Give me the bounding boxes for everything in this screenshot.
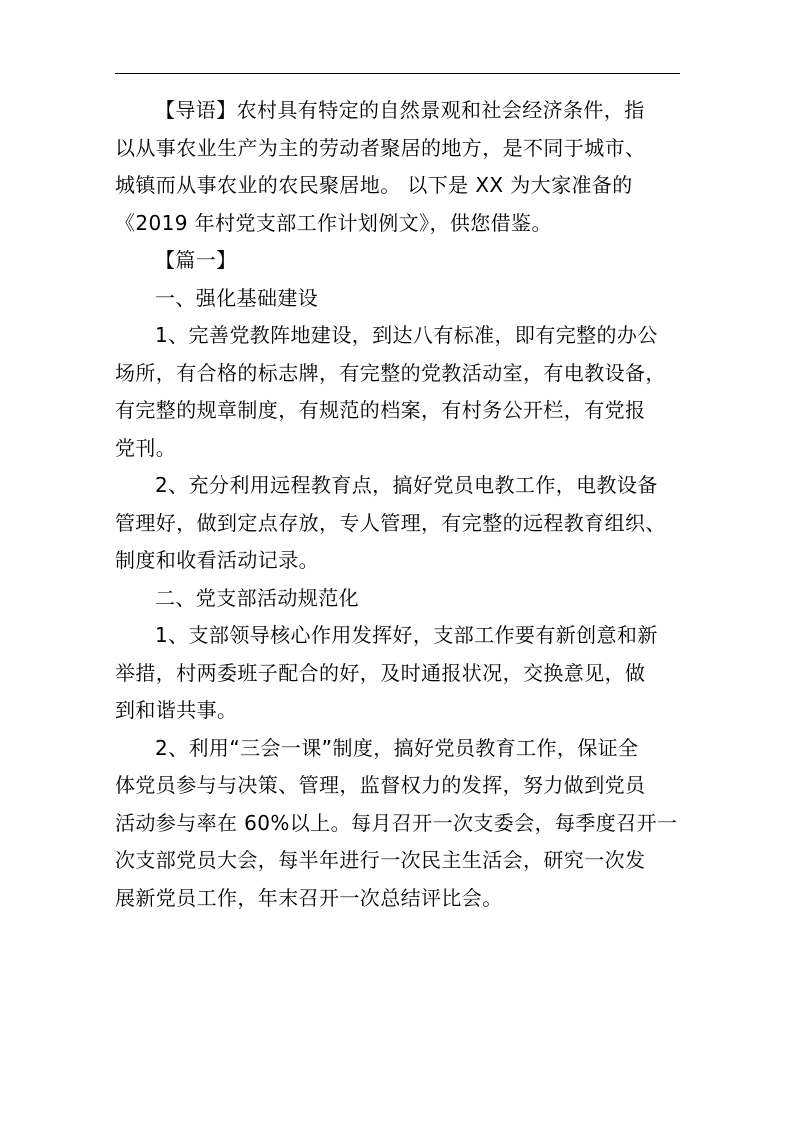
section-1-heading bbox=[115, 280, 685, 318]
text-line: 以从事农业生产为主的劳动者聚居的地方，是不同于城市、 bbox=[115, 135, 646, 160]
item-1-1-paragraph bbox=[115, 317, 685, 467]
text-line: 城镇而从事农业的农民聚居地。 以下是 XX 为大家准备的 bbox=[115, 173, 633, 197]
section-2-heading bbox=[115, 580, 685, 618]
text-line: 【导语】农村具有特定的自然景观和社会经济条件，指 bbox=[155, 98, 645, 122]
heading-text: 二、党支部活动规范化 bbox=[155, 585, 359, 610]
text-line: 1、支部领导核心作用发挥好，支部工作要有新创意和新 bbox=[155, 623, 658, 647]
text-line: 1、完善党教阵地建设，到达八有标准，即有完整的办公 bbox=[155, 323, 658, 347]
text-line: 2、充分利用远程教育点，搞好党员电教工作，电教设备 bbox=[155, 473, 658, 497]
item-1-2-paragraph bbox=[115, 467, 685, 580]
text-line: 场所，有合格的标志牌，有完整的党教活动室，有电教设备， bbox=[115, 360, 666, 385]
text-line: 2、利用“三会一课”制度，搞好党员教育工作，保证全 bbox=[155, 735, 639, 760]
part-one-heading bbox=[115, 242, 685, 280]
text-line: 《2019 年村党支部工作计划例文》，供您借鉴。 bbox=[115, 210, 552, 235]
text-line: 活动参与率在 60%以上。每月召开一次支委会，每季度召开一 bbox=[115, 810, 678, 835]
intro-paragraph bbox=[115, 92, 685, 242]
item-2-2-paragraph bbox=[115, 730, 685, 918]
text-line: 体党员参与与决策、管理，监督权力的发挥，努力做到党员 bbox=[115, 773, 646, 797]
document-body bbox=[115, 92, 685, 917]
heading-text: 【篇一】 bbox=[155, 248, 237, 272]
heading-text: 一、强化基础建设 bbox=[155, 285, 319, 310]
text-line: 管理好，做到定点存放，专人管理，有完整的远程教育组织、 bbox=[115, 510, 666, 535]
text-line: 党刊。 bbox=[115, 435, 177, 460]
item-2-1-paragraph bbox=[115, 617, 685, 730]
text-line: 举措，村两委班子配合的好，及时通报状况，交换意见，做 bbox=[115, 660, 646, 685]
text-line: 制度和收看活动记录。 bbox=[115, 548, 319, 572]
header-rule bbox=[115, 73, 680, 74]
text-line: 次支部党员大会，每半年进行一次民主生活会，研究一次发 bbox=[115, 848, 646, 872]
text-line: 展新党员工作，年末召开一次总结评比会。 bbox=[115, 885, 503, 910]
text-line: 有完整的规章制度，有规范的档案，有村务公开栏，有党报 bbox=[115, 398, 646, 422]
text-line: 到和谐共事。 bbox=[115, 698, 238, 722]
